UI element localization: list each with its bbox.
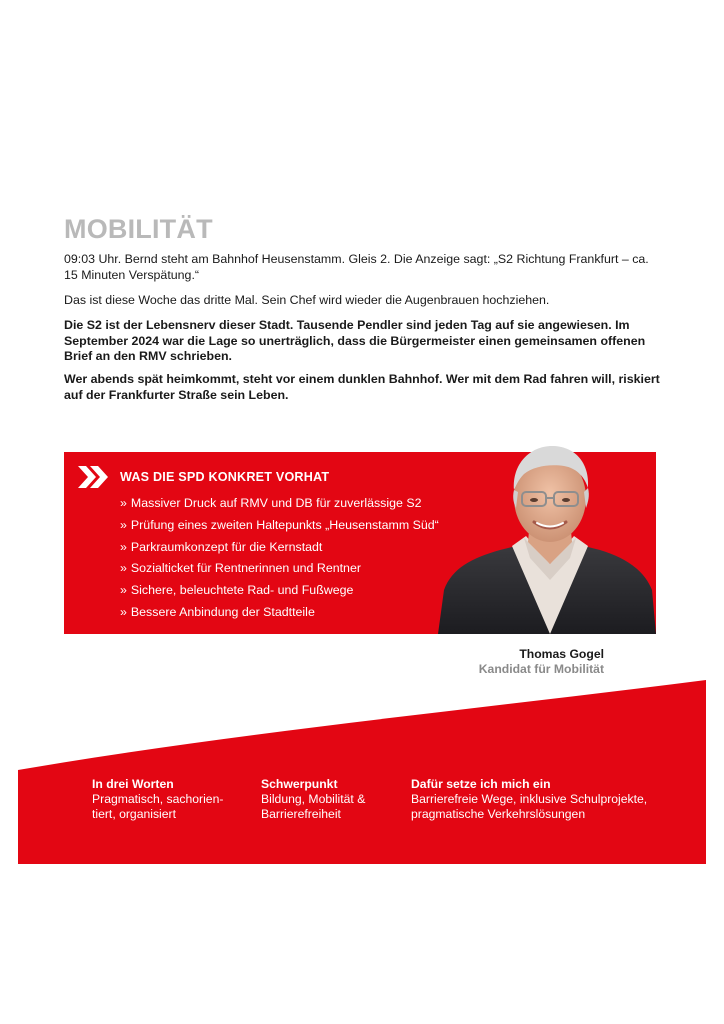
bullet-mark: » (120, 561, 127, 576)
candidate-name: Thomas Gogel (519, 647, 604, 661)
plan-item-text: Parkraumkonzept für die Kernstadt (130, 539, 323, 554)
plan-item (120, 540, 439, 562)
plan-list (120, 496, 439, 627)
plan-item (120, 496, 439, 518)
bullet-mark: » (120, 517, 127, 532)
candidate-role: Kandidat für Mobilität (478, 662, 604, 676)
profile-text: Barrierefreie Wege, inklusive Schulprojekte, pragmatische Verkehrslösungen (411, 792, 648, 821)
red-swoosh-banner (0, 680, 724, 870)
plan-item (120, 518, 439, 540)
profile-text: Bildung, Mobilität & Barrierefreiheit (261, 792, 366, 821)
plan-item-text: Sozialticket für Rentnerinnen und Rentner (130, 561, 361, 576)
plan-heading: WAS DIE SPD KONKRET VORHAT (120, 470, 330, 484)
bullet-mark: » (120, 496, 127, 510)
paragraph-s2: Die S2 ist der Lebensnerv dieser Stadt. Tausende Pendler sind jeden Tag auf sie angewiesen. Im September 2024 war die Lage so unerträglich, dass die Bürgermeister einen gemeinsamen offenen Brief an den RMV schrieben. (64, 318, 646, 363)
profile-heading: In drei Worten (92, 777, 174, 791)
profile-heading: Schwerpunkt (261, 777, 338, 791)
profile-text: Pragmatisch, sachorien- tiert, organisiert (92, 792, 224, 821)
candidate-portrait (438, 440, 656, 634)
plan-item-text: Bessere Anbindung der Stadtteile (130, 604, 315, 619)
bullet-mark: » (120, 539, 127, 554)
intro-paragraph: 09:03 Uhr. Bernd steht am Bahnhof Heusenstamm. Gleis 2. Die Anzeige sagt: „S2 Richtung Frankfurt – ca. 15 Minuten Verspätung.“ (64, 252, 649, 282)
section-title: MOBILITÄT (64, 214, 213, 244)
plan-item-text: Prüfung eines zweiten Haltepunkts „Heusenstamm Süd“ (130, 517, 439, 532)
plan-item-text: Massiver Druck auf RMV und DB für zuverlässige S2 (130, 496, 422, 510)
bullet-mark: » (120, 604, 127, 619)
paragraph-delay: Das ist diese Woche das dritte Mal. Sein Chef wird wieder die Augenbrauen hochziehen. (64, 293, 550, 307)
plan-item (120, 605, 439, 627)
plan-item (120, 583, 439, 605)
double-chevron-right-icon (78, 466, 108, 488)
profile-commitment (411, 777, 671, 822)
bullet-mark: » (120, 583, 127, 598)
profile-words (92, 777, 242, 822)
profile-focus (261, 777, 401, 822)
profile-heading: Dafür setze ich mich ein (411, 777, 551, 791)
plan-item-text: Sichere, beleuchtete Rad- und Fußwege (130, 583, 354, 598)
paragraph-evening: Wer abends spät heimkommt, steht vor einem dunklen Bahnhof. Wer mit dem Rad fahren will, riskiert auf der Frankfurter Straße sein Leben. (64, 372, 660, 402)
plan-item (120, 561, 439, 583)
